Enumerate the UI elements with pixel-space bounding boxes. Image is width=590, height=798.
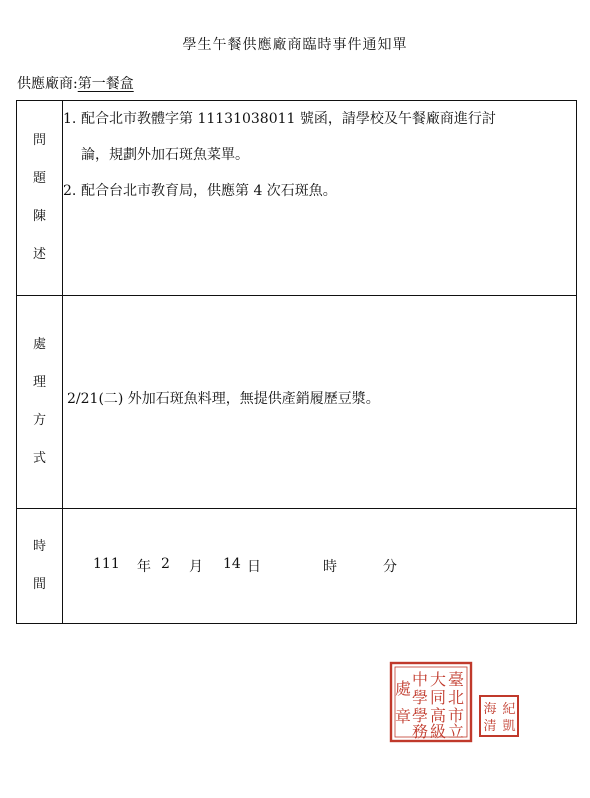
issue-label-char: 問 <box>32 133 46 148</box>
time-line <box>63 556 576 576</box>
seal-char: 處 <box>394 679 412 698</box>
action-label-char: 式 <box>32 451 46 466</box>
document-title: 學生午餐供應廠商臨時事件通知單 <box>182 37 408 53</box>
action-label-char: 方 <box>32 413 46 428</box>
seal-char: 務 <box>411 722 429 741</box>
seal-char: 學 <box>411 688 429 707</box>
seal-char: 北 <box>447 688 465 707</box>
notice-form-table <box>16 100 577 624</box>
official-seals <box>388 660 522 746</box>
seal-char: 大 <box>429 670 447 689</box>
time-content <box>63 509 577 624</box>
issue-content <box>63 101 577 296</box>
time-label <box>17 528 62 604</box>
issue-item <box>63 173 576 209</box>
time-day-unit: 日 <box>247 559 261 575</box>
action-row <box>17 296 577 509</box>
seal-char: 市 <box>447 706 465 725</box>
small-seal-stamp <box>480 696 518 736</box>
issue-item-number: 2. <box>63 183 77 199</box>
seal-char: 章 <box>394 707 412 726</box>
issue-label <box>17 122 62 274</box>
issue-label-char: 陳 <box>32 209 46 224</box>
time-minute-unit: 分 <box>383 559 397 575</box>
large-seal-stamp <box>391 663 471 741</box>
time-label-char: 間 <box>32 577 46 592</box>
time-year: 111 <box>93 556 120 572</box>
action-content: 2/21(二) 外加石斑魚料理，無提供產銷履歷豆漿。 <box>63 296 577 509</box>
time-hour-unit: 時 <box>323 559 337 575</box>
issue-item-text: 配合北市教體字第 11131038011 號函，請學校及午餐廠商進行討 <box>81 111 496 127</box>
seal-char: 學 <box>411 706 429 725</box>
issue-item-text: 配合台北市教育局，供應第 4 次石斑魚。 <box>81 183 337 199</box>
official-seals-graphic <box>388 660 522 746</box>
vendor-label: 供應廠商: <box>17 76 78 92</box>
action-label-char: 理 <box>32 375 46 390</box>
issue-label-cell <box>17 101 63 296</box>
vendor-line <box>17 73 134 93</box>
time-month-unit: 月 <box>189 559 203 575</box>
seal-char: 清 <box>483 719 497 734</box>
time-label-cell <box>17 509 63 624</box>
time-day: 14 <box>223 556 241 572</box>
seal-char: 海 <box>483 702 497 717</box>
seal-char: 立 <box>447 722 465 741</box>
vendor-name: 第一餐盒 <box>77 76 134 92</box>
issue-item-number: 1. <box>63 111 77 127</box>
action-label-char: 處 <box>32 337 46 352</box>
seal-char: 高 <box>429 706 447 725</box>
issue-label-char: 題 <box>32 171 46 186</box>
seal-char: 紀 <box>502 702 516 717</box>
issue-row <box>17 101 577 296</box>
seal-char: 中 <box>411 670 429 689</box>
action-label <box>17 326 62 478</box>
issue-label-char: 述 <box>32 247 46 262</box>
time-month: 2 <box>161 556 170 572</box>
issue-item-continuation: 論，規劃外加石斑魚菜單。 <box>81 147 249 163</box>
time-row <box>17 509 577 624</box>
seal-char: 同 <box>429 688 447 707</box>
time-year-unit: 年 <box>137 559 151 575</box>
seal-char: 凱 <box>502 719 516 734</box>
time-label-char: 時 <box>32 539 46 554</box>
seal-char: 級 <box>429 722 447 741</box>
seal-char: 臺 <box>447 670 465 689</box>
issue-item <box>63 101 576 137</box>
action-label-cell <box>17 296 63 509</box>
